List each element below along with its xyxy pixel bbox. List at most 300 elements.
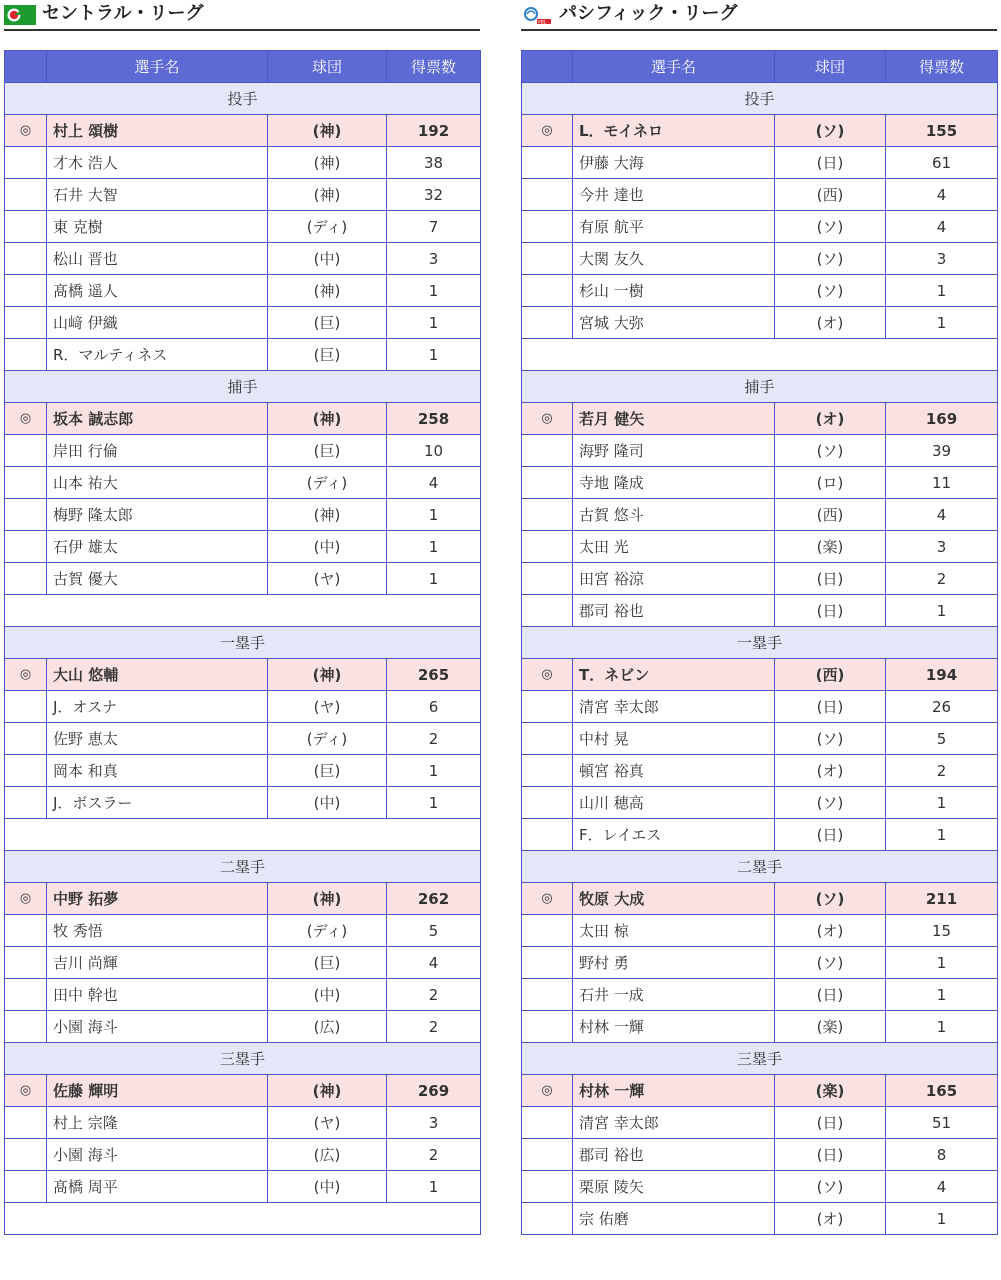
player-name: 山本 祐大 (47, 467, 268, 499)
player-row (5, 339, 481, 371)
vote-count: 1 (886, 1203, 998, 1235)
player-name: 岡本 和真 (47, 755, 268, 787)
team-name: (神) (268, 403, 387, 435)
player-row (5, 1011, 481, 1043)
vote-count: 1 (886, 595, 998, 627)
vote-count: 265 (387, 659, 481, 691)
svg-text:PBL: PBL (538, 20, 547, 25)
mark-cell (5, 307, 47, 339)
vote-count: 169 (886, 403, 998, 435)
player-row (522, 147, 998, 179)
player-name: 海野 隆司 (573, 435, 775, 467)
team-name: (巨) (268, 435, 387, 467)
player-row (522, 595, 998, 627)
team-name: (巨) (268, 339, 387, 371)
mark-cell (522, 595, 573, 627)
vote-count: 51 (886, 1107, 998, 1139)
mark-cell (5, 467, 47, 499)
mark-cell (5, 339, 47, 371)
player-name: 杉山 一樹 (573, 275, 775, 307)
pacific-league-title: パシフィック・リーグ (559, 3, 738, 24)
player-name-header: 選手名 (573, 51, 775, 83)
player-name: 有原 航平 (573, 211, 775, 243)
vote-count: 1 (387, 755, 481, 787)
team-name: (中) (268, 243, 387, 275)
team-name: (ソ) (775, 947, 886, 979)
team-name: (中) (268, 979, 387, 1011)
team-name: (神) (268, 883, 387, 915)
player-name: 石井 大智 (47, 179, 268, 211)
empty-row (5, 595, 481, 627)
mark-cell (5, 787, 47, 819)
pacific-league-header (521, 0, 997, 31)
position-row (522, 83, 998, 115)
player-row (5, 1171, 481, 1203)
mark-cell (522, 211, 573, 243)
vote-count: 258 (387, 403, 481, 435)
team-name: (日) (775, 563, 886, 595)
player-row (5, 1107, 481, 1139)
player-name: 野村 勇 (573, 947, 775, 979)
vote-count: 1 (387, 307, 481, 339)
vote-count: 269 (387, 1075, 481, 1107)
vote-count: 4 (886, 499, 998, 531)
mark-cell (5, 531, 47, 563)
player-row (522, 1139, 998, 1171)
player-row (522, 915, 998, 947)
position-label: 一塁手 (5, 627, 481, 659)
mark-cell (5, 1107, 47, 1139)
team-name: (西) (775, 179, 886, 211)
player-name: 伊藤 大海 (573, 147, 775, 179)
team-name: (西) (775, 659, 886, 691)
vote-count: 2 (387, 1011, 481, 1043)
team-name: (神) (268, 499, 387, 531)
vote-count: 211 (886, 883, 998, 915)
player-row (5, 947, 481, 979)
mark-cell (5, 243, 47, 275)
mark-cell (5, 179, 47, 211)
header-blank-cell (5, 51, 47, 83)
winner-mark: ◎ (5, 1075, 47, 1107)
player-name: 坂本 誠志郎 (47, 403, 268, 435)
player-name: 髙橋 遥人 (47, 275, 268, 307)
mark-cell (522, 787, 573, 819)
vote-count: 3 (387, 243, 481, 275)
team-name: (神) (268, 275, 387, 307)
player-name: R．マルティネス (47, 339, 268, 371)
vote-count: 1 (886, 1011, 998, 1043)
central-league-header (4, 0, 480, 31)
vote-count: 1 (886, 819, 998, 851)
mark-cell (5, 1139, 47, 1171)
mark-cell (522, 1139, 573, 1171)
player-name: 若月 健矢 (573, 403, 775, 435)
player-name: 清宮 幸太郎 (573, 1107, 775, 1139)
position-row (522, 371, 998, 403)
team-name: (神) (268, 147, 387, 179)
votes-header: 得票数 (886, 51, 998, 83)
player-name: 才木 浩人 (47, 147, 268, 179)
position-label: 二塁手 (5, 851, 481, 883)
player-name: 宮城 大弥 (573, 307, 775, 339)
team-name: (中) (268, 787, 387, 819)
winner-row (5, 403, 481, 435)
winner-row (522, 1075, 998, 1107)
pacific-league-panel (521, 0, 997, 1228)
player-row (522, 243, 998, 275)
team-name: (ソ) (775, 115, 886, 147)
team-name: (西) (775, 499, 886, 531)
winner-mark: ◎ (522, 659, 573, 691)
player-name: J．ボスラー (47, 787, 268, 819)
player-row (522, 275, 998, 307)
player-row (522, 947, 998, 979)
vote-count: 1 (886, 787, 998, 819)
player-name: 石伊 雄太 (47, 531, 268, 563)
team-name: (オ) (775, 755, 886, 787)
vote-count: 1 (886, 275, 998, 307)
team-name: (中) (268, 531, 387, 563)
mark-cell (522, 499, 573, 531)
player-row (5, 435, 481, 467)
position-label: 投手 (5, 83, 481, 115)
team-name: (ディ) (268, 211, 387, 243)
player-name: 大関 友久 (573, 243, 775, 275)
player-name: 郡司 裕也 (573, 595, 775, 627)
player-name: 清宮 幸太郎 (573, 691, 775, 723)
empty-cell (5, 819, 481, 851)
vote-count: 262 (387, 883, 481, 915)
player-row (5, 179, 481, 211)
empty-row (522, 339, 998, 371)
player-row (522, 307, 998, 339)
team-name: (中) (268, 1171, 387, 1203)
winner-mark: ◎ (522, 1075, 573, 1107)
empty-row (5, 819, 481, 851)
table-header-row (5, 51, 481, 83)
mark-cell (5, 915, 47, 947)
mark-cell (522, 1011, 573, 1043)
team-name: (オ) (775, 1203, 886, 1235)
mark-cell (5, 723, 47, 755)
vote-count: 4 (387, 467, 481, 499)
player-row (522, 979, 998, 1011)
team-name: (日) (775, 979, 886, 1011)
player-name: 大山 悠輔 (47, 659, 268, 691)
central-league-logo (4, 5, 36, 25)
player-name: 岸田 行倫 (47, 435, 268, 467)
mark-cell (5, 947, 47, 979)
central-league-panel (4, 0, 480, 1196)
mark-cell (5, 147, 47, 179)
vote-count: 26 (886, 691, 998, 723)
player-name: 田宮 裕涼 (573, 563, 775, 595)
team-name: (ヤ) (268, 563, 387, 595)
vote-count: 11 (886, 467, 998, 499)
player-row (522, 755, 998, 787)
vote-count: 4 (886, 179, 998, 211)
player-name: T．ネビン (573, 659, 775, 691)
player-row (5, 243, 481, 275)
team-name: (ソ) (775, 435, 886, 467)
vote-count: 1 (387, 531, 481, 563)
vote-count: 1 (387, 339, 481, 371)
team-header: 球団 (268, 51, 387, 83)
winner-row (5, 115, 481, 147)
mark-cell (522, 179, 573, 211)
position-label: 三塁手 (522, 1043, 998, 1075)
winner-mark: ◎ (522, 403, 573, 435)
winner-row (5, 883, 481, 915)
vote-count: 1 (387, 787, 481, 819)
team-name: (日) (775, 819, 886, 851)
player-row (5, 275, 481, 307)
vote-count: 3 (886, 243, 998, 275)
mark-cell (522, 819, 573, 851)
mark-cell (522, 563, 573, 595)
position-row (5, 1043, 481, 1075)
vote-count: 39 (886, 435, 998, 467)
player-row (522, 467, 998, 499)
central-league-title: セントラル・リーグ (42, 3, 204, 24)
mark-cell (522, 915, 573, 947)
vote-count: 5 (886, 723, 998, 755)
mark-cell (5, 979, 47, 1011)
player-name: 牧原 大成 (573, 883, 775, 915)
player-row (5, 691, 481, 723)
player-name: 中野 拓夢 (47, 883, 268, 915)
team-name: (ソ) (775, 275, 886, 307)
vote-count: 155 (886, 115, 998, 147)
empty-cell (5, 595, 481, 627)
player-name: 小園 海斗 (47, 1139, 268, 1171)
player-name: 太田 椋 (573, 915, 775, 947)
winner-row (5, 659, 481, 691)
player-name: 小園 海斗 (47, 1011, 268, 1043)
player-name: 中村 晃 (573, 723, 775, 755)
team-name: (オ) (775, 915, 886, 947)
team-name: (楽) (775, 531, 886, 563)
team-name: (ヤ) (268, 1107, 387, 1139)
player-name: 宗 佑磨 (573, 1203, 775, 1235)
player-row (5, 563, 481, 595)
player-name: 山川 穂高 (573, 787, 775, 819)
vote-count: 4 (387, 947, 481, 979)
player-name: 郡司 裕也 (573, 1139, 775, 1171)
mark-cell (522, 691, 573, 723)
team-name: (ソ) (775, 243, 886, 275)
winner-row (522, 659, 998, 691)
team-name: (ソ) (775, 787, 886, 819)
team-name: (巨) (268, 755, 387, 787)
player-row (522, 1203, 998, 1235)
player-name-header: 選手名 (47, 51, 268, 83)
position-label: 捕手 (5, 371, 481, 403)
player-name: J．オスナ (47, 691, 268, 723)
vote-count: 10 (387, 435, 481, 467)
position-label: 捕手 (522, 371, 998, 403)
winner-mark: ◎ (522, 883, 573, 915)
player-name: 石井 一成 (573, 979, 775, 1011)
player-name: 村林 一輝 (573, 1075, 775, 1107)
table-header-row (522, 51, 998, 83)
winner-mark: ◎ (5, 883, 47, 915)
team-name: (広) (268, 1139, 387, 1171)
vote-count: 4 (886, 211, 998, 243)
player-row (5, 787, 481, 819)
mark-cell (5, 691, 47, 723)
player-row (522, 819, 998, 851)
vote-count: 7 (387, 211, 481, 243)
team-name: (神) (268, 1075, 387, 1107)
player-row (5, 147, 481, 179)
player-row (522, 563, 998, 595)
player-name: 松山 晋也 (47, 243, 268, 275)
team-name: (広) (268, 1011, 387, 1043)
team-name: (日) (775, 147, 886, 179)
vote-count: 5 (387, 915, 481, 947)
mark-cell (522, 1203, 573, 1235)
player-row (5, 499, 481, 531)
mark-cell (5, 275, 47, 307)
team-name: (神) (268, 179, 387, 211)
player-row (522, 1011, 998, 1043)
mark-cell (522, 531, 573, 563)
player-name: 髙橋 周平 (47, 1171, 268, 1203)
mark-cell (522, 1107, 573, 1139)
position-row (5, 371, 481, 403)
player-row (5, 979, 481, 1011)
player-row (5, 915, 481, 947)
empty-cell (522, 339, 998, 371)
player-row (522, 1107, 998, 1139)
position-row (522, 1043, 998, 1075)
vote-count: 6 (387, 691, 481, 723)
vote-count: 2 (387, 1139, 481, 1171)
team-name: (日) (775, 1107, 886, 1139)
position-label: 二塁手 (522, 851, 998, 883)
position-row (522, 851, 998, 883)
mark-cell (522, 979, 573, 1011)
vote-count: 38 (387, 147, 481, 179)
mark-cell (5, 499, 47, 531)
position-label: 三塁手 (5, 1043, 481, 1075)
team-name: (日) (775, 1139, 886, 1171)
player-name: 寺地 隆成 (573, 467, 775, 499)
player-row (5, 531, 481, 563)
player-name: 田中 幹也 (47, 979, 268, 1011)
mark-cell (522, 755, 573, 787)
player-row (522, 691, 998, 723)
central-league-table (4, 50, 481, 1235)
winner-row (522, 115, 998, 147)
player-name: 今井 達也 (573, 179, 775, 211)
vote-count: 3 (886, 531, 998, 563)
winner-mark: ◎ (5, 659, 47, 691)
votes-header: 得票数 (387, 51, 481, 83)
vote-count: 1 (886, 307, 998, 339)
vote-count: 1 (387, 499, 481, 531)
player-row (522, 499, 998, 531)
header-blank-cell (522, 51, 573, 83)
team-name: (ソ) (775, 883, 886, 915)
pacific-league-table (521, 50, 998, 1235)
player-name: F．レイエス (573, 819, 775, 851)
team-name: (ソ) (775, 211, 886, 243)
mark-cell (522, 275, 573, 307)
player-row (5, 755, 481, 787)
winner-row (522, 403, 998, 435)
team-name: (巨) (268, 307, 387, 339)
team-header: 球団 (775, 51, 886, 83)
vote-count: 15 (886, 915, 998, 947)
player-name: 東 克樹 (47, 211, 268, 243)
position-row (5, 627, 481, 659)
player-row (5, 211, 481, 243)
mark-cell (5, 435, 47, 467)
team-name: (日) (775, 595, 886, 627)
empty-row (5, 1203, 481, 1235)
vote-count: 2 (886, 755, 998, 787)
vote-count: 194 (886, 659, 998, 691)
team-name: (楽) (775, 1011, 886, 1043)
mark-cell (522, 947, 573, 979)
vote-count: 3 (387, 1107, 481, 1139)
mark-cell (522, 467, 573, 499)
position-row (522, 627, 998, 659)
mark-cell (522, 147, 573, 179)
mark-cell (5, 563, 47, 595)
vote-count: 2 (387, 979, 481, 1011)
team-name: (ソ) (775, 723, 886, 755)
mark-cell (522, 1171, 573, 1203)
vote-count: 1 (387, 1171, 481, 1203)
team-name: (ディ) (268, 467, 387, 499)
position-row (5, 83, 481, 115)
mark-cell (5, 755, 47, 787)
team-name: (巨) (268, 947, 387, 979)
player-name: 村林 一輝 (573, 1011, 775, 1043)
mark-cell (5, 1011, 47, 1043)
vote-count: 1 (387, 275, 481, 307)
vote-count: 2 (886, 563, 998, 595)
player-name: 太田 光 (573, 531, 775, 563)
vote-count: 192 (387, 115, 481, 147)
player-name: 村上 頌樹 (47, 115, 268, 147)
player-row (522, 723, 998, 755)
mark-cell (522, 307, 573, 339)
vote-count: 32 (387, 179, 481, 211)
mark-cell (522, 243, 573, 275)
vote-count: 2 (387, 723, 481, 755)
player-name: 頓宮 裕真 (573, 755, 775, 787)
player-row (5, 723, 481, 755)
player-name: 栗原 陵矢 (573, 1171, 775, 1203)
team-name: (オ) (775, 307, 886, 339)
vote-count: 61 (886, 147, 998, 179)
team-name: (日) (775, 691, 886, 723)
player-name: 古賀 優大 (47, 563, 268, 595)
winner-row (5, 1075, 481, 1107)
player-name: 牧 秀悟 (47, 915, 268, 947)
player-row (522, 179, 998, 211)
team-name: (神) (268, 115, 387, 147)
player-name: L．モイネロ (573, 115, 775, 147)
mark-cell (5, 211, 47, 243)
player-name: 山﨑 伊織 (47, 307, 268, 339)
team-name: (ヤ) (268, 691, 387, 723)
